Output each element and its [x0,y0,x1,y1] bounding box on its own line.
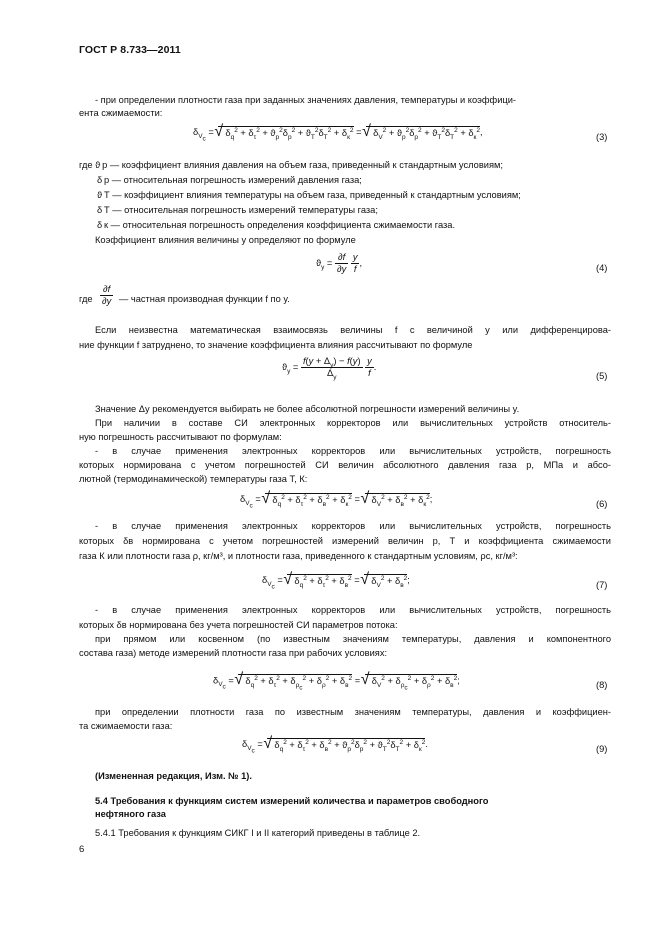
section-5-4-heading-cont: нефтяного газа [95,809,166,819]
where-item-theta-p: где ϑ р — коэффициент влияния давления на объем газа, приведенный к стандартным условиям; [79,160,503,170]
paragraph-unknown-relation-cont: ние функции f затруднено, то значение коэффициента влияния рассчитывают по формуле [79,340,473,350]
paragraph-unknown-relation: Если неизвестна математическая взаимосвязь величины f с величиной y или дифференцирова- [95,325,611,335]
equation-number-3: (3) [596,132,608,142]
formula-7: $\delta_{V_c}$ = √ $\delta_q^2 + \delta_\tau^2 + \delta_в^2$ = √ $\delta_V^2 + \delta_в^2$; [262,574,410,587]
paragraph-direct-method: при прямом или косвенном (по известным значениям температуры, давления и компонентного [95,634,611,644]
section-5-4-heading: 5.4 Требования к функциям систем измерений количества и параметров свободного [95,796,489,806]
paragraph-case-1-end: лютной (термодинамической) температуры газа Т, К: [79,474,308,484]
formula-8: $\delta_{V_c}$ = √ $\delta_q^2 + \delta_\tau^2 + \delta_{\rho_c}^2 + \delta_\rho^2 + \delta_в^2$ = √ $\delta_V^2 + \delta_{\rho_c}^2 + \delta_\rho^2 + \delta_в^2$; [213,674,460,688]
document-header: ГОСТ Р 8.733—2011 [79,44,181,56]
paragraph-density-known-cont: та сжимаемости газа: [79,721,173,731]
paragraph-case-3-cont: которых δв нормирована без учета погрешностей СИ параметров потока: [79,620,398,630]
paragraph-case-1: - в случае применения электронных корректоров или вычислительных устройств, погрешность [95,446,611,456]
paragraph-case-2: - в случае применения электронных корректоров или вычислительных устройств, погрешность [95,521,611,531]
formula-6: $\delta_{V_c}$ = √ $\delta_q^2 + \delta_\tau^2 + \delta_в^2 + \delta_к^2$ = √ $\delta_V^2 + \delta_в^2 + \delta_к^2$; [240,493,432,506]
formula-4: $ϑ_y$ = $\frac{\partial f}{\partial y}$ $\frac{y}{f}$ , [316,252,363,275]
paragraph-5-4-1: 5.4.1 Требования к функциям СИКГ I и II категорий приведены в таблице 2. [95,828,421,838]
formula-3: $\delta_{V_c}$ = √ $\delta_q^2 + \delta_\tau^2 + ϑ_p^2\delta_p^2 + ϑ_T^2\delta_T^2 + \delta_к^2$ = √ $\delta_V^2 + ϑ_p^2\delta_p^2 + ϑ_T^2\delta_T^2 + \delta_к^2$, [193,126,483,139]
page-number: 6 [79,844,85,855]
paragraph-influence-coef: Коэффициент влияния величины y определяют по формуле [95,235,356,245]
where-item-delta-k: δ к — относительная погрешность определения коэффициента сжимаемости газа. [97,220,456,230]
equation-number-7: (7) [596,580,608,590]
where-partial-label: где [79,294,93,304]
where-item-delta-p: δ р — относительная погрешность измерений давления газа; [97,175,362,185]
equation-number-8: (8) [596,680,608,690]
paragraph-case-2-end: газа К или плотности газа ρ, кг/м³, и плотности газа, приведенного к стандартным условиям, ρс, кг/м³: [79,551,518,561]
paragraph-density-known: при определении плотности газа по известным значениям температуры, давления и коэффициен- [95,707,611,717]
paragraph-density-given-cont: ента сжимаемости: [79,108,163,118]
where-item-theta-t: ϑ Т — коэффициент влияния температуры на объем газа, приведенный к стандартным условиям; [97,190,521,200]
paragraph-correctors: При наличии в составе СИ электронных корректоров или вычислительных устройств относитель- [95,418,611,428]
paragraph-delta-y: Значение Δy рекомендуется выбирать не более абсолютной погрешности измерений величины y. [95,404,520,414]
where-partial-text: — частная производная функции f по y. [119,294,290,304]
paragraph-case-2-cont: которых δв нормирована с учетом погрешностей измерений величин р, Т и коэффициента сжимаемости [79,536,611,546]
paragraph-case-3: - в случае применения электронных корректоров или вычислительных устройств, погрешность [95,605,611,615]
where-item-delta-t: δ Т — относительная погрешность измерений температуры газа; [97,205,378,215]
formula-5: $ϑ_y$ = $\frac{f(y + \Delta_y) - f(y)}{\Delta_y}$ $\frac{y}{f}$ . [282,356,377,382]
partial-derivative-fraction: $\frac{\partial f}{\partial y}$ [102,284,112,307]
amendment-note: (Измененная редакция, Изм. № 1). [95,771,252,781]
equation-number-5: (5) [596,371,608,381]
paragraph-correctors-cont: ную погрешность рассчитывают по формулам: [79,432,282,442]
paragraph-direct-method-cont: состава газа) методе измерений плотности газа при рабочих условиях: [79,648,388,658]
paragraph-case-1-cont: которых нормирована с учетом погрешностей СИ величин абсолютного давления газа р, МПа и абсо- [79,460,611,470]
equation-number-9: (9) [596,744,608,754]
equation-number-6: (6) [596,499,608,509]
paragraph-density-given: - при определении плотности газа при заданных значениях давления, температуры и коэффици- [95,95,517,105]
equation-number-4: (4) [596,263,608,273]
formula-9: $\delta_{V_c}$ = √ $\delta_q^2 + \delta_\tau^2 + \delta_в^2 + ϑ_p^2\delta_p^2 + ϑ_T^2\delta_T^2 + \delta_к^2$. [242,738,428,751]
